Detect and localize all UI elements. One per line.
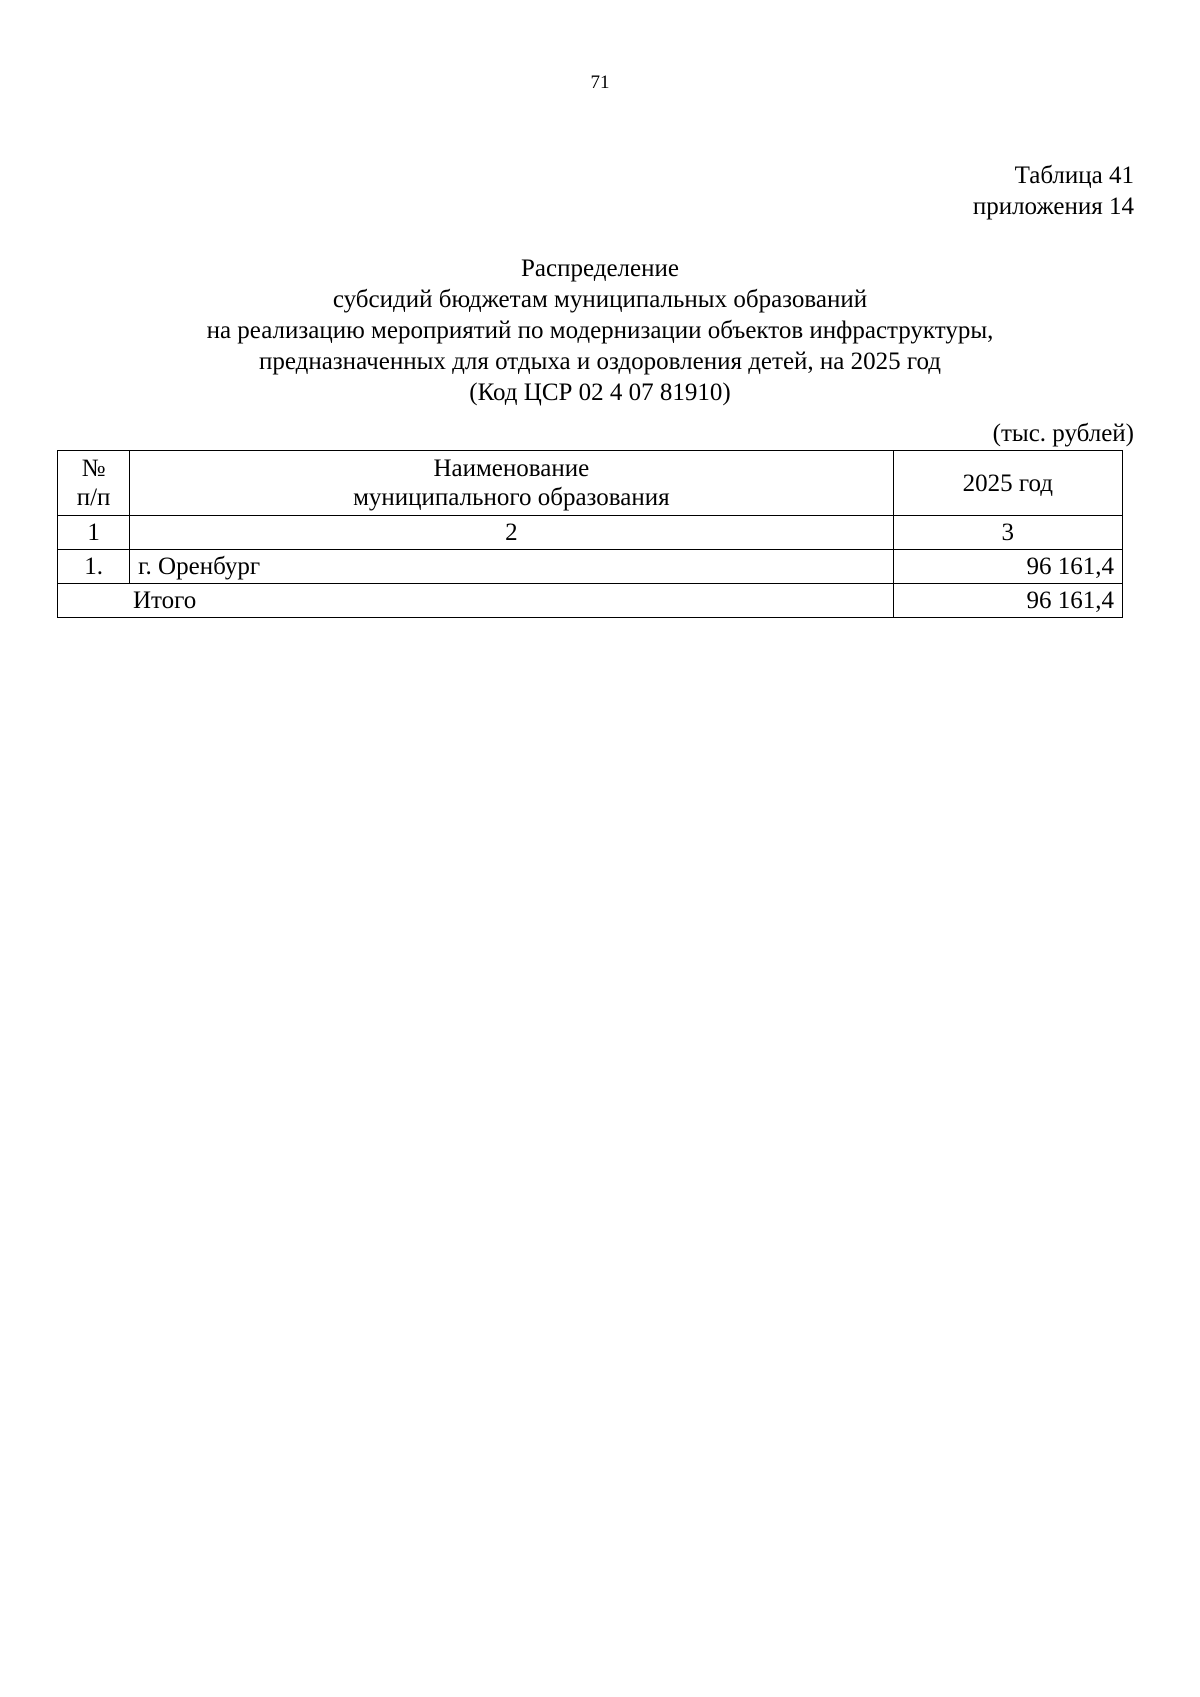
heading-line-3: на реализацию мероприятий по модернизации объектов инфраструктуры,: [206, 317, 994, 344]
header-number-line-2: п/п: [76, 484, 111, 511]
header-cell-year: 2025 год: [893, 451, 1122, 516]
total-row: [58, 584, 1123, 618]
total-label: Итого: [58, 584, 894, 618]
distribution-table: [57, 450, 1123, 618]
header-name-line-2: муниципального образования: [353, 484, 670, 511]
column-numbering-row: [58, 516, 1123, 550]
document-heading: [0, 253, 1200, 408]
header-number-line-1: №: [81, 455, 106, 482]
page-number: 71: [590, 72, 610, 93]
header-cell-number: [58, 451, 130, 516]
header-name-line-1: Наименование: [433, 455, 590, 482]
heading-line-5: (Код ЦСР 02 4 07 81910): [469, 379, 731, 406]
column-number-2: 2: [130, 516, 893, 550]
row-number: 1.: [58, 550, 130, 584]
table-ref-line-2: приложения 14: [972, 193, 1134, 220]
heading-line-4: предназначенных для отдыха и оздоровления детей, на 2025 год: [258, 348, 942, 375]
heading-line-1: Распределение: [521, 255, 679, 282]
table-ref-line-1: Таблица 41: [1014, 162, 1134, 189]
row-municipality-name: г. Оренбург: [130, 550, 893, 584]
header-cell-name: [130, 451, 893, 516]
total-value: 96 161,4: [893, 584, 1122, 618]
table-row: [58, 550, 1123, 584]
column-number-1: 1: [58, 516, 130, 550]
heading-line-2: субсидий бюджетам муниципальных образований: [332, 286, 868, 313]
row-value: 96 161,4: [893, 550, 1122, 584]
table-reference: [973, 160, 1134, 222]
table-header-row: [58, 451, 1123, 516]
units-label: (тыс. рублей): [992, 420, 1134, 447]
column-number-3: 3: [893, 516, 1122, 550]
